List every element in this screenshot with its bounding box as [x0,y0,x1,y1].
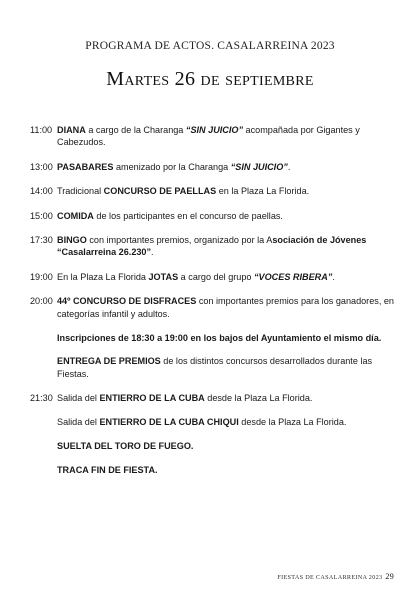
event-item [30,124,394,149]
event-text: con importantes premios para los ganadores, en categorías infantil y adultos. [57,296,394,319]
day-title: Martes 26 de septiembre [106,68,314,90]
highlight-text: SUELTA DEL TORO DE FUEGO. [57,441,194,452]
event-text: desde la Plaza La Florida. [204,393,313,404]
event-text: En la Plaza La Florida [57,271,149,282]
highlight-text: JOTAS [148,271,179,282]
program-title: PROGRAMA DE ACTOS. CASALARREINA 2023 [85,40,335,52]
page-number: 29 [385,572,394,581]
event-description [57,124,394,149]
event-time: 17:30 [30,235,53,246]
event-time: 13:00 [30,161,53,172]
event-text: . [151,247,154,258]
event-description [57,295,394,380]
highlight-text: Inscripciones de 18:30 a 19:00 en los bajos del Ayuntamiento el mismo día. [57,332,382,343]
event-description [57,210,394,222]
event-text: desde la Plaza La Florida. [238,417,347,428]
event-item [30,210,394,222]
highlight-text: BINGO [57,235,87,246]
event-time: 19:00 [30,271,53,282]
event-time: 15:00 [30,210,53,221]
event-text: de los participantes en el concurso de paellas. [93,210,283,221]
page-footer [277,572,394,581]
event-time: 14:00 [30,186,53,197]
event-time: 11:00 [30,125,53,135]
highlight-text: “SIN JUICIO” [230,161,288,172]
event-time: 21:30 [30,393,53,404]
event-item [30,392,394,476]
highlight-text: “VOCES RIBERA” [254,271,333,282]
highlight-text: ENTREGA DE PREMIOS [57,356,161,367]
highlight-text: sociación de Jóvenes “Casalarreina 26.230” [57,235,367,258]
highlight-text: 44º CONCURSO DE DISFRACES [57,296,197,307]
highlight-text: ENTIERRO DE LA CUBA CHIQUI [99,417,239,428]
highlight-text: DIANA [57,125,86,135]
event-text: de los distintos concursos desarrollados durante las Fiestas. [57,356,373,379]
event-description [57,161,394,173]
publication-name: FIESTAS DE CASALARREINA 2023 [277,574,383,581]
event-text: . [287,161,291,172]
event-text: a cargo de la Charanga [85,125,186,135]
event-item [30,185,394,197]
event-item [30,271,394,283]
event-text: . [332,271,335,282]
highlight-text: CONCURSO DE PAELLAS [103,186,217,197]
event-schedule [30,124,394,488]
event-description [57,271,394,283]
event-text: amenizado por la Charanga [113,161,231,172]
event-time: 20:00 [30,296,53,307]
event-description [57,392,394,476]
event-text: en la Plaza La Florida. [216,186,310,197]
event-text: Salida del [57,393,100,404]
event-text: a cargo del grupo [178,271,254,282]
event-item [30,234,394,259]
event-item [30,161,394,173]
event-text: acompañada por Gigantes y Cabezudos. [57,125,360,148]
event-text: con importantes premios, organizado por la A [86,235,273,246]
event-text: Tradicional [57,186,104,197]
highlight-text: “SIN JUICIO” [185,125,244,135]
highlight-text: TRACA FIN DE FIESTA. [57,465,158,475]
highlight-text: ENTIERRO DE LA CUBA [99,393,205,404]
highlight-text: PASABARES [57,161,114,172]
event-description [57,185,394,197]
event-text: Salida del [57,417,100,428]
event-description [57,234,394,259]
highlight-text: COMIDA [57,210,94,221]
event-item [30,295,394,380]
